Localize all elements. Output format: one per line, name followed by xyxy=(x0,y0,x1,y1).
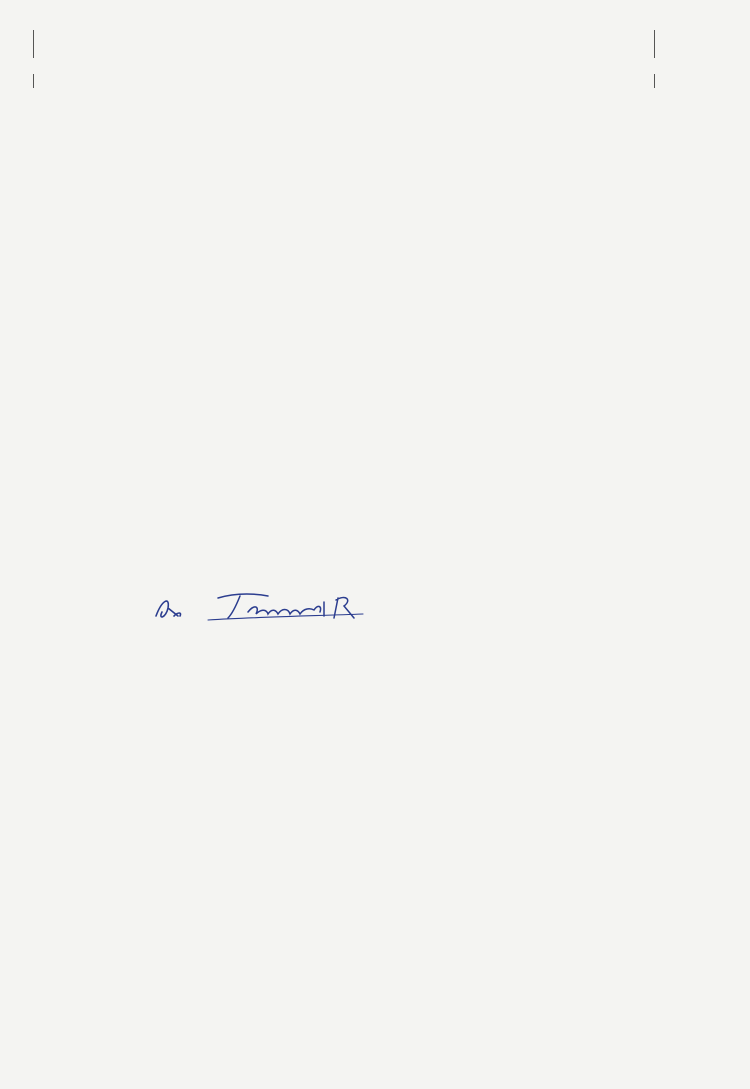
meal-title-breakfast-2 xyxy=(34,74,654,88)
meal-title-lunch xyxy=(34,44,654,58)
chef-signature xyxy=(148,590,408,630)
section-title-parent-pay xyxy=(33,58,655,74)
signature-area xyxy=(53,590,453,640)
menu-document xyxy=(33,14,655,88)
section-title-ovz xyxy=(33,14,655,30)
meal-title-breakfast xyxy=(34,30,654,44)
